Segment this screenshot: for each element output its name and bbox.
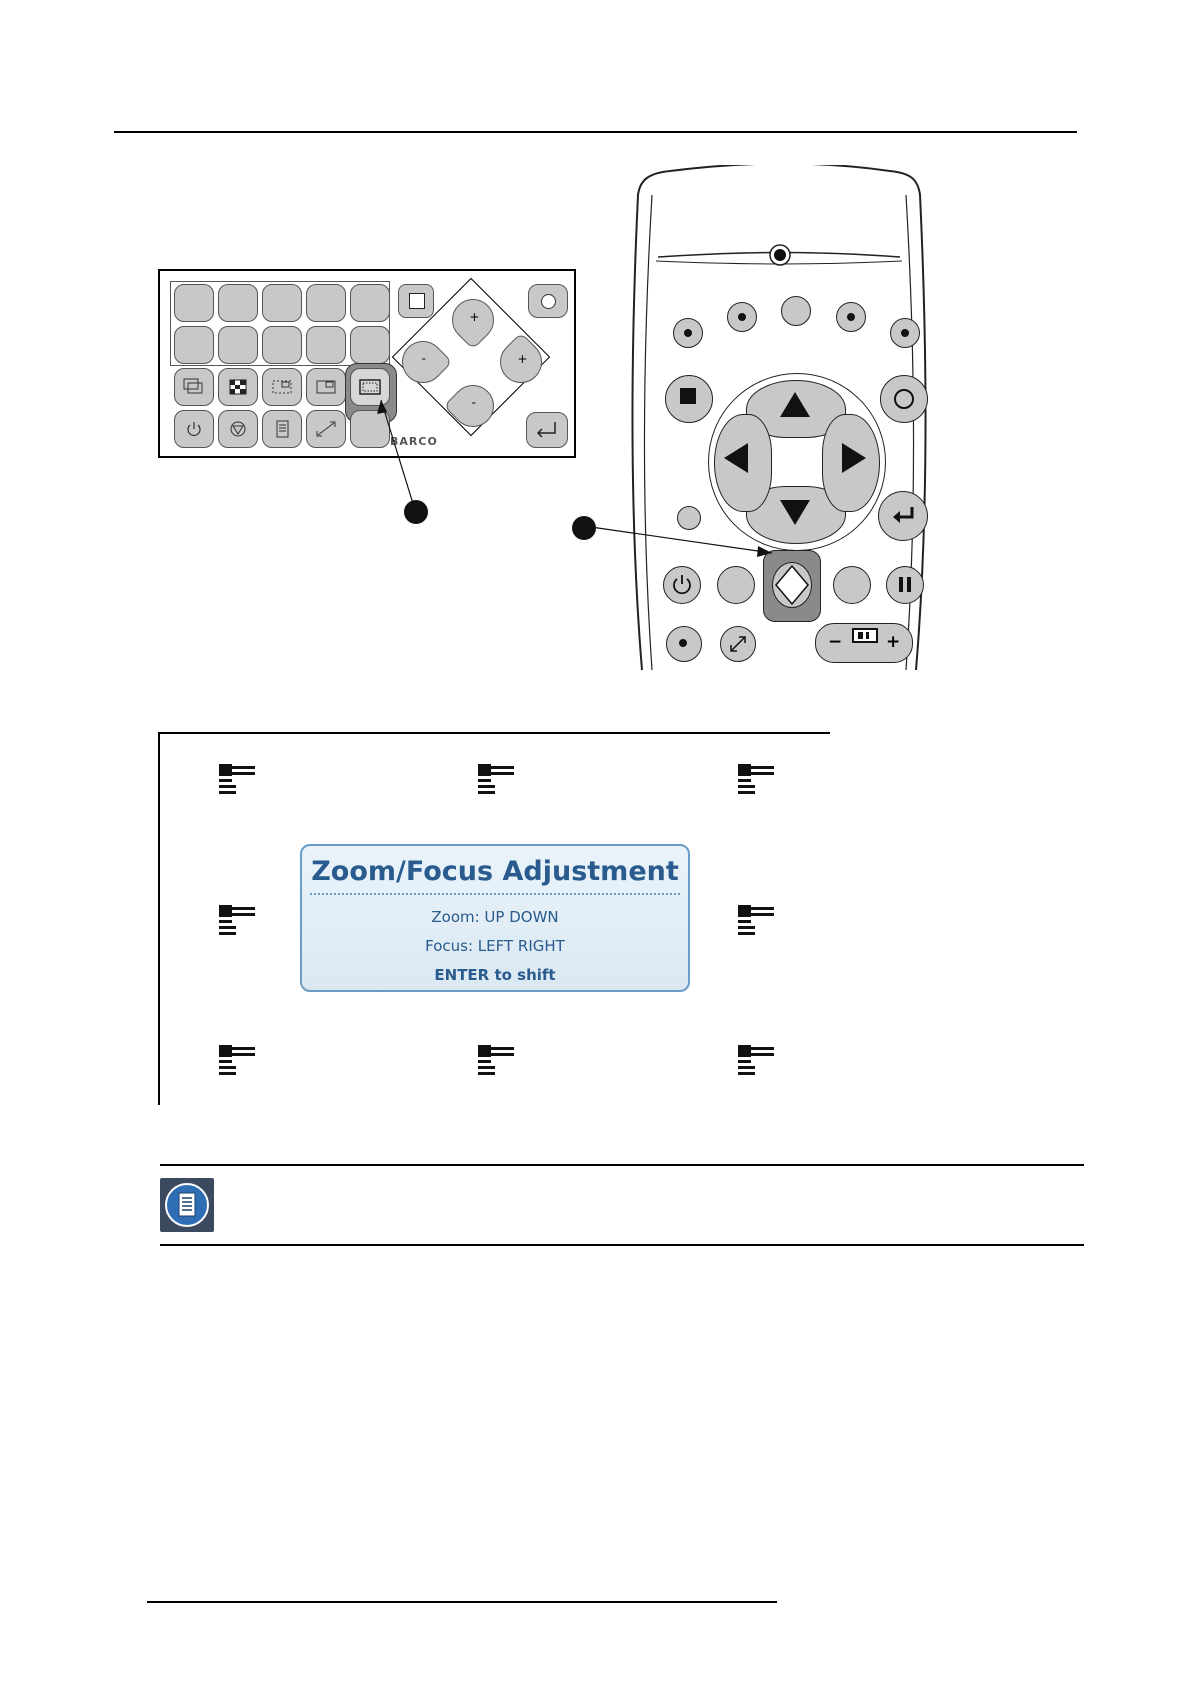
minus-label: -	[421, 351, 427, 366]
shift-marker-icon	[738, 764, 774, 794]
shift-marker-icon	[738, 1045, 774, 1075]
plus-label: +	[469, 310, 480, 325]
note-document-icon	[164, 1182, 210, 1228]
dialog-title: Zoom/Focus Adjustment	[311, 856, 679, 887]
note-bottom-rule	[160, 1244, 1084, 1246]
note-icon	[160, 1178, 214, 1232]
focus-instruction: Focus: LEFT RIGHT	[425, 937, 565, 955]
minus-label: -	[471, 395, 477, 410]
shift-marker-icon	[478, 1045, 514, 1075]
plus-label: +	[517, 352, 528, 367]
shift-marker-icon	[219, 764, 255, 794]
enter-instruction: ENTER to shift	[434, 966, 556, 984]
note-top-rule	[160, 1164, 1084, 1166]
shift-marker-icon	[478, 764, 514, 794]
zoom-instruction: Zoom: UP DOWN	[431, 908, 559, 926]
minus-label: −	[828, 632, 843, 652]
brand-logo: BARCO	[390, 435, 438, 448]
shift-marker-icon	[738, 905, 774, 935]
shift-marker-icon	[219, 1045, 255, 1075]
footer-rule	[147, 1601, 777, 1603]
plus-label: +	[886, 632, 901, 652]
shift-marker-icon	[219, 905, 255, 935]
